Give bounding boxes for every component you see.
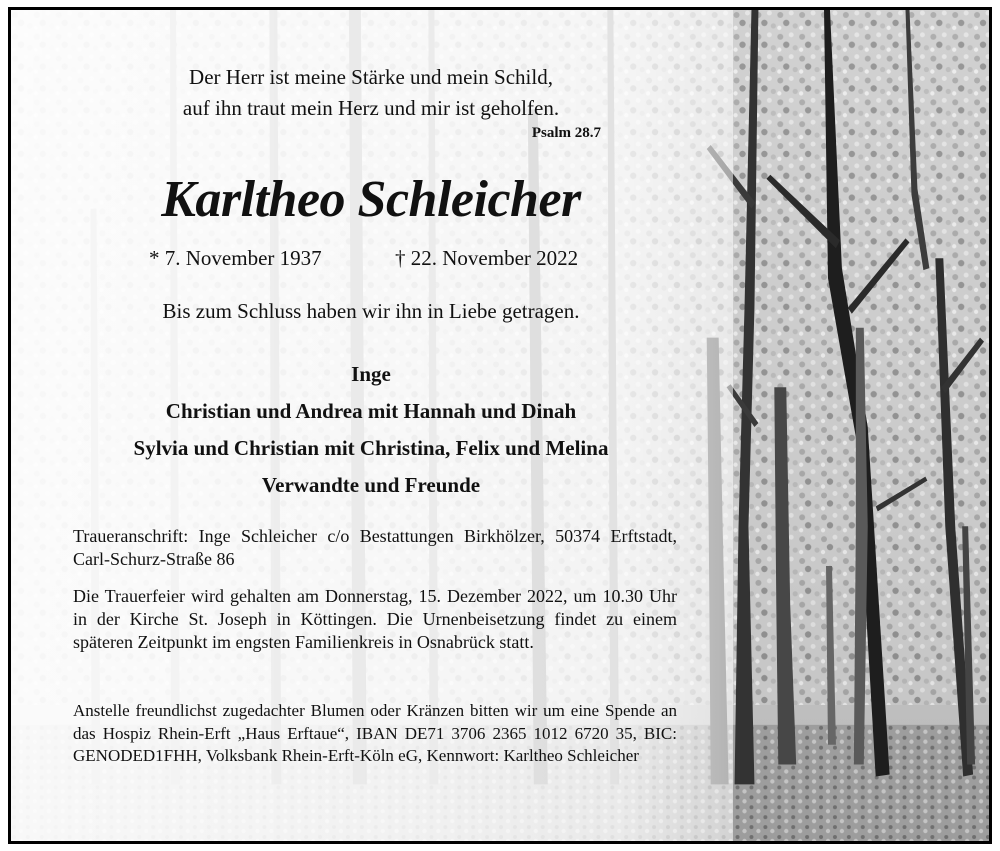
mourner-line: Verwandte und Freunde [261,473,481,497]
mourner-line: Sylvia und Christian mit Christina, Felix und Melina [133,436,609,460]
deceased-name: Karltheo Schleicher [161,171,581,228]
death-date: † 22. November 2022 [395,246,579,270]
funeral-address: Traueranschrift: Inge Schleicher c/o Bestattungen Birkhölzer, 50374 Erftstadt, Carl-Schurz-Straße 86 [73,526,677,569]
psalm-quote [71,62,671,124]
birth-date: * 7. November 1937 [149,246,322,270]
psalm-line-2: auf ihn traut mein Herz und mir ist geholfen. [182,96,560,120]
mourner-line: Inge [351,362,391,386]
psalm-line-1: Der Herr ist meine Stärke und mein Schild, [189,65,553,89]
mourner-line: Christian und Andrea mit Hannah und Dinah [165,399,577,423]
mourners-list [71,356,671,504]
donation-info: Anstelle freundlichst zugedachter Blumen oder Kränzen bitten wir um eine Spende an das Hospiz Rhein-Erft „Haus Erftaue“, IBAN DE71 3706 2365 1012 6720 35, BIC: GENODED1FHH, Volksbank Rhein-Erft-Köln eG, Kennwort: Karltheo Schleicher [73,701,677,765]
obituary-text [11,10,733,841]
motto: Bis zum Schluss haben wir ihn in Liebe getragen. [162,299,580,323]
obituary-card [8,7,992,844]
ceremony-info: Die Trauerfeier wird gehalten am Donnerstag, 15. Dezember 2022, um 10.30 Uhr in der Kirche St. Joseph in Köttingen. Die Urnenbeisetzung findet zu einem späteren Zeitpunkt im engsten Familienkreis in Osnabrück statt. [73,586,677,652]
psalm-reference: Psalm 28.7 [531,125,601,141]
